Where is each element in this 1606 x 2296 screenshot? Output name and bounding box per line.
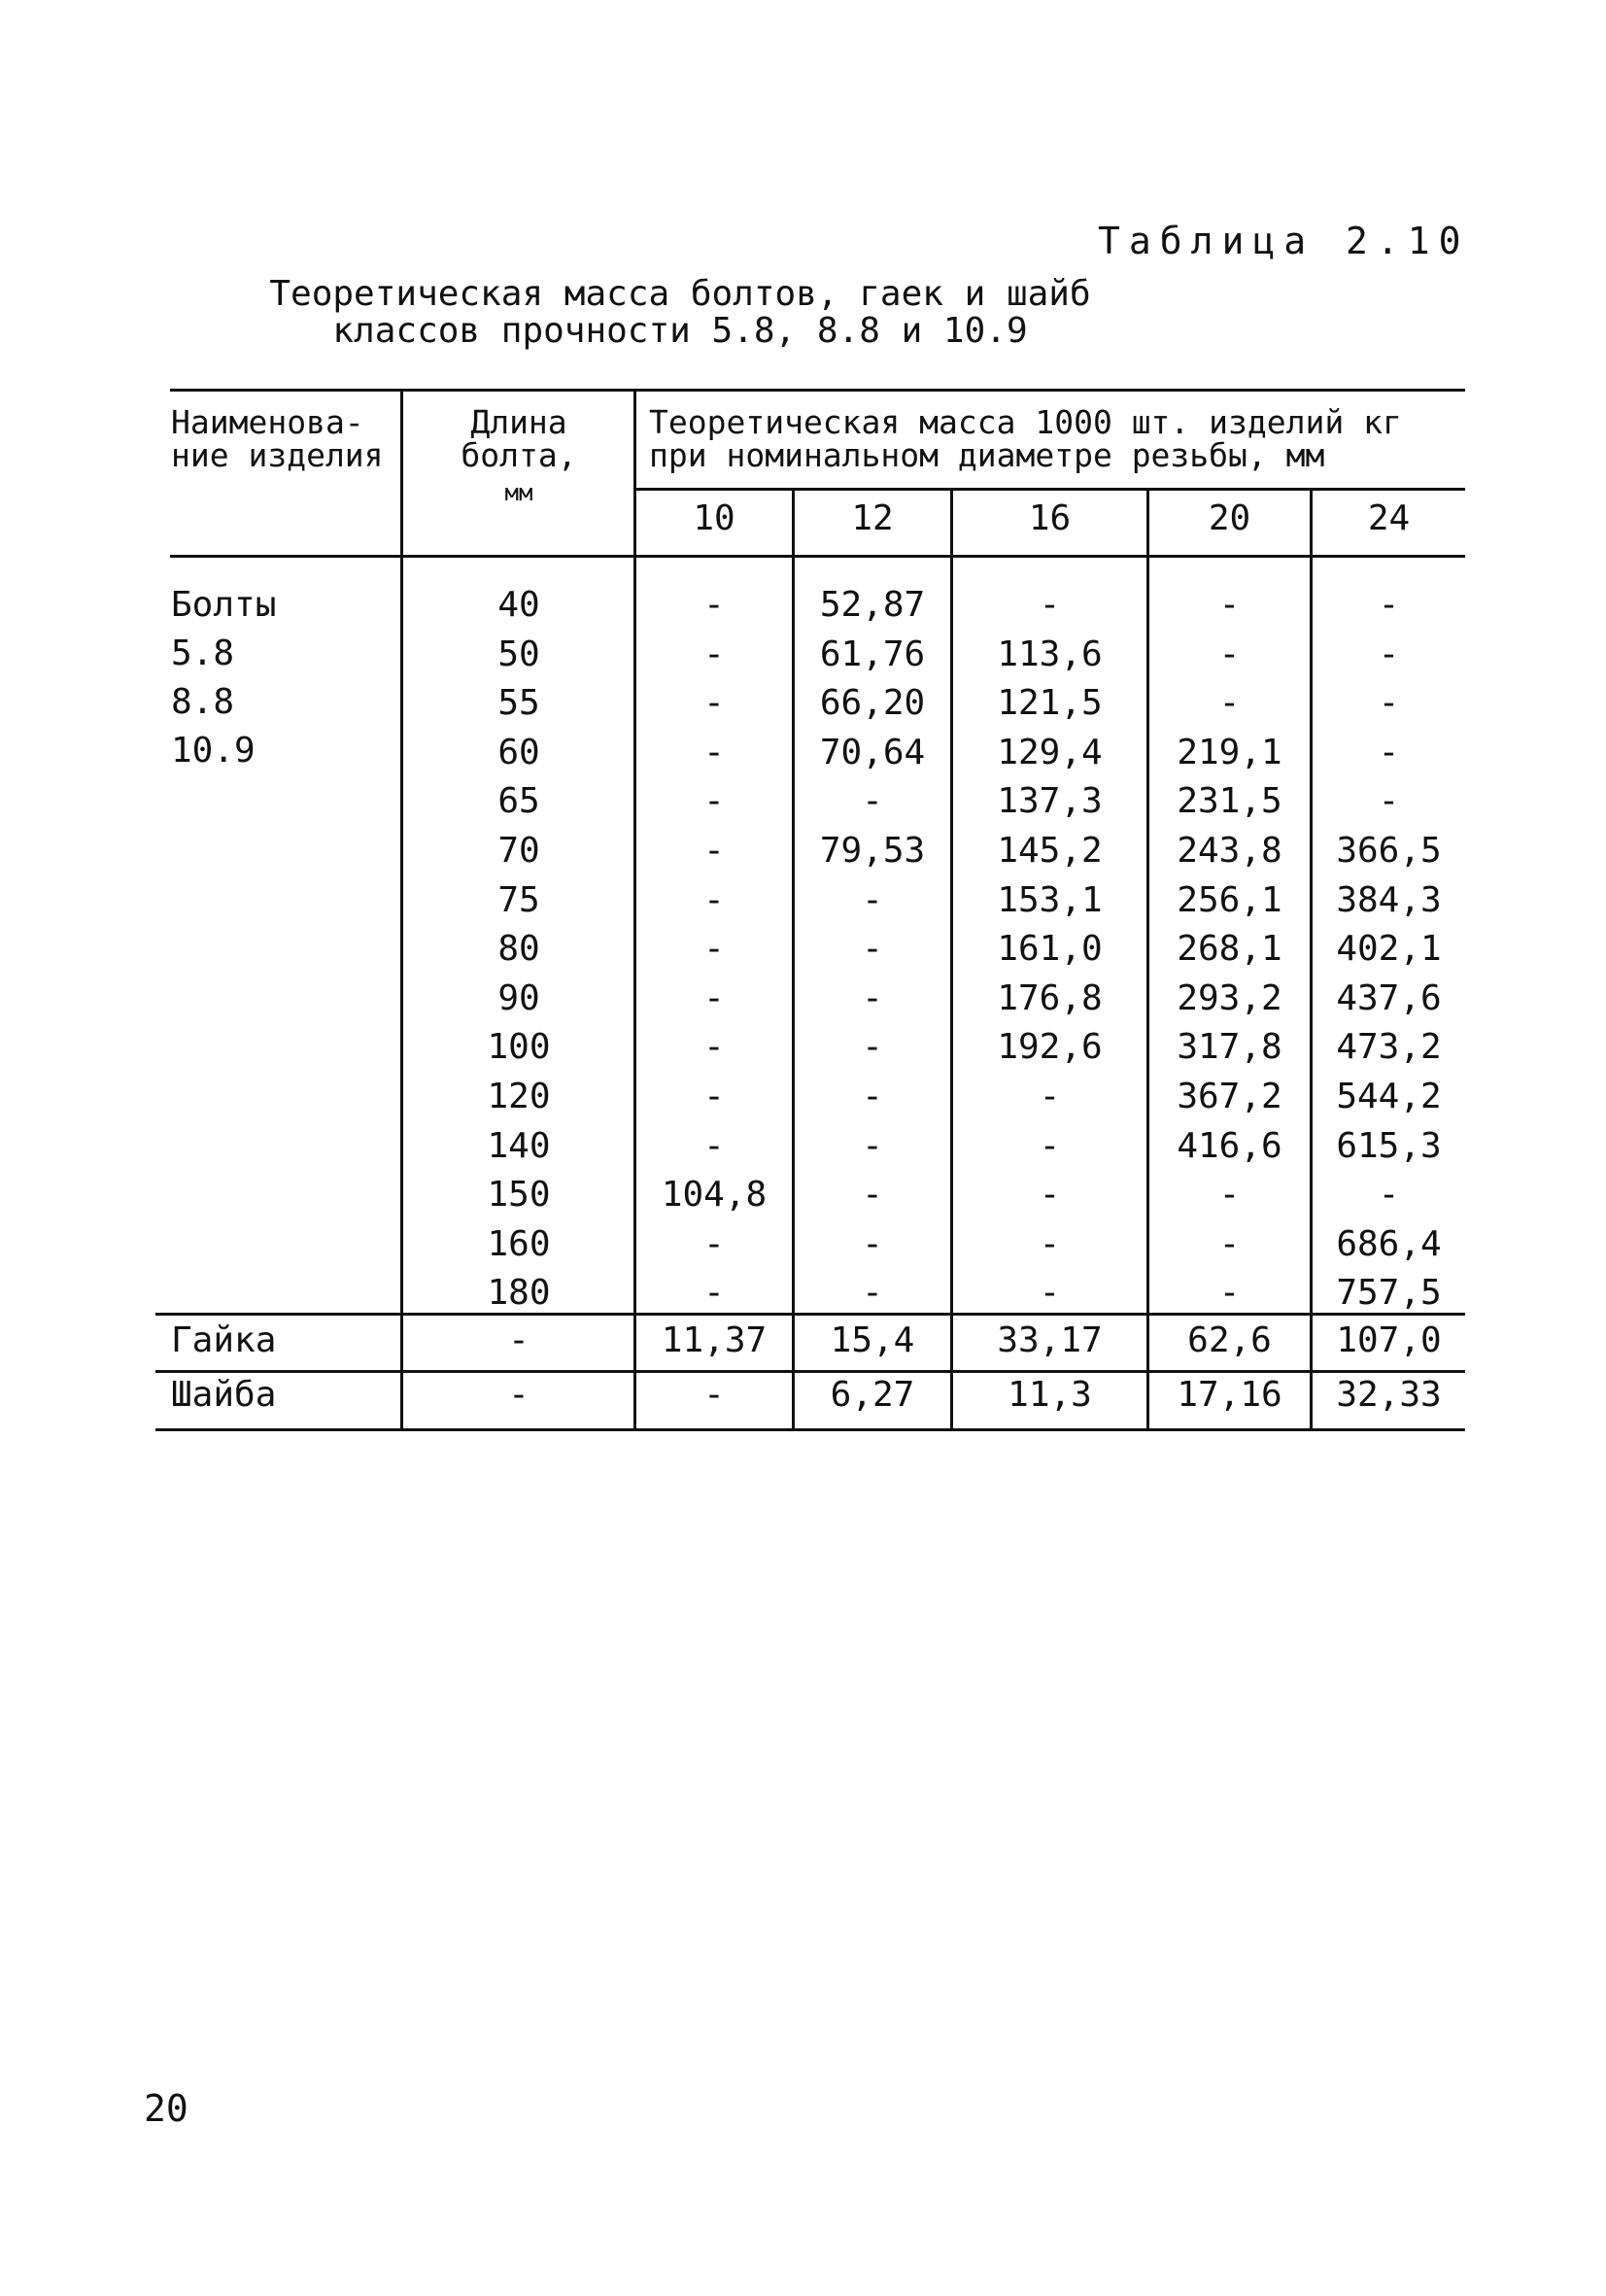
bolt-class: 5.8: [171, 634, 235, 673]
header-name: Наименова- ние изделия: [171, 403, 384, 474]
nut-length: -: [508, 1320, 530, 1360]
value-cell: 61,76: [819, 634, 926, 674]
value-cell: 33,17: [997, 1320, 1103, 1360]
table-top-rule: [170, 389, 1465, 392]
value-cell: 293,2: [1177, 977, 1282, 1018]
value-cell: -: [703, 1375, 725, 1415]
value-cell: -: [862, 1076, 883, 1116]
value-cell: -: [703, 929, 725, 970]
diameter-10: 10: [693, 498, 735, 538]
value-cell: 544,2: [1336, 1076, 1442, 1116]
bolt-length: 55: [497, 683, 540, 724]
value-cell: 129,4: [997, 732, 1103, 772]
bolt-length: 60: [497, 732, 540, 772]
diameter-header-rule: [636, 488, 1465, 491]
nut-name: Гайка: [171, 1320, 277, 1360]
value-cell: -: [862, 1175, 883, 1216]
value-cell: 17,16: [1177, 1375, 1282, 1415]
bolt-length: 160: [487, 1223, 551, 1264]
value-cell: 161,0: [997, 929, 1103, 970]
value-cell: -: [1039, 585, 1061, 625]
value-cell: -: [1218, 585, 1241, 625]
diameter-16: 16: [1028, 498, 1072, 538]
value-cell: -: [1218, 1223, 1241, 1264]
page-number: 20: [144, 2087, 188, 2130]
value-cell: -: [1039, 1175, 1061, 1216]
value-cell: -: [1378, 732, 1400, 772]
value-cell: -: [862, 1125, 883, 1166]
value-cell: 52,87: [819, 585, 926, 625]
value-cell: 62,6: [1187, 1320, 1272, 1360]
value-cell: -: [1378, 585, 1400, 625]
value-cell: 192,6: [997, 1027, 1103, 1068]
value-cell: -: [703, 781, 725, 822]
table-label: Таблица 2.10: [1098, 220, 1470, 262]
value-cell: 153,1: [997, 879, 1103, 920]
value-cell: -: [1378, 781, 1400, 822]
value-cell: 268,1: [1177, 929, 1282, 970]
value-cell: -: [862, 781, 883, 822]
col-d12: [795, 581, 950, 1319]
value-cell: 70,64: [819, 732, 926, 772]
value-cell: 416,6: [1177, 1125, 1282, 1166]
value-cell: 15,4: [830, 1320, 915, 1360]
value-cell: -: [1218, 1273, 1241, 1314]
value-cell: -: [1218, 683, 1241, 724]
value-cell: 121,5: [997, 683, 1103, 724]
table-bottom-rule: [155, 1428, 1465, 1431]
bolt-class: 10.9: [171, 731, 256, 771]
name-length-divider: [400, 389, 403, 1428]
value-cell: -: [703, 732, 725, 772]
washer-length: -: [508, 1375, 530, 1415]
header-length: Длина болта, мм: [461, 403, 577, 506]
diameter-12: 12: [851, 498, 894, 538]
value-cell: 137,3: [997, 781, 1103, 822]
table-title: [253, 276, 1108, 350]
value-cell: -: [703, 1273, 725, 1314]
diameter-24: 24: [1367, 498, 1411, 538]
value-cell: 11,3: [1008, 1375, 1092, 1415]
value-cell: -: [703, 634, 725, 674]
bolt-length: 120: [487, 1076, 551, 1116]
value-cell: 66,20: [819, 683, 926, 724]
value-cell: 686,4: [1336, 1223, 1442, 1264]
value-cell: -: [1218, 1175, 1241, 1216]
value-cell: -: [703, 585, 725, 625]
value-cell: 243,8: [1177, 830, 1282, 871]
washer-name: Шайба: [171, 1375, 277, 1415]
value-cell: -: [703, 977, 725, 1018]
bolt-length: 40: [497, 585, 540, 625]
bolt-label: Болты: [171, 585, 277, 625]
col-d20: [1149, 581, 1310, 1319]
header-mass: Теоретическая масса 1000 шт. изделий кг при номинальном диаметре резьбы, мм: [649, 403, 1402, 474]
col-d24: [1313, 581, 1465, 1319]
value-cell: -: [703, 879, 725, 920]
value-cell: 367,2: [1177, 1076, 1282, 1116]
value-cell: -: [703, 683, 725, 724]
bolt-length: 75: [497, 879, 540, 920]
value-cell: -: [1039, 1273, 1061, 1314]
bolt-length: 50: [497, 634, 540, 674]
bolt-length: 150: [487, 1175, 551, 1216]
value-cell: -: [1378, 1175, 1400, 1216]
value-cell: -: [862, 1223, 883, 1264]
col-d16: [953, 581, 1146, 1319]
value-cell: -: [1039, 1076, 1061, 1116]
value-cell: 256,1: [1177, 879, 1282, 920]
diameter-20: 20: [1208, 498, 1251, 538]
value-cell: 104,8: [661, 1175, 768, 1216]
bolt-length: 65: [497, 781, 540, 822]
col-d10: [636, 581, 792, 1319]
value-cell: -: [1378, 683, 1400, 724]
value-cell: -: [703, 1027, 725, 1068]
bolt-lengths: [404, 581, 633, 1319]
value-cell: -: [1378, 634, 1400, 674]
value-cell: 79,53: [819, 830, 926, 871]
value-cell: 473,2: [1336, 1027, 1442, 1068]
bolt-labels: [171, 581, 276, 775]
value-cell: 231,5: [1177, 781, 1282, 822]
value-cell: -: [703, 1076, 725, 1116]
value-cell: -: [703, 1223, 725, 1264]
value-cell: 402,1: [1336, 929, 1442, 970]
value-cell: 32,33: [1336, 1375, 1442, 1415]
value-cell: 6,27: [830, 1375, 915, 1415]
bolt-length: 80: [497, 929, 540, 970]
value-cell: -: [862, 1273, 883, 1314]
table-title-line-1: Теоретическая масса болтов, гаек и шайб: [269, 274, 1091, 314]
bolt-length: 70: [497, 830, 540, 871]
value-cell: 107,0: [1336, 1320, 1442, 1360]
bolt-length: 180: [487, 1273, 551, 1314]
value-cell: 437,6: [1336, 977, 1442, 1018]
value-cell: -: [862, 1027, 883, 1068]
value-cell: 384,3: [1336, 879, 1442, 920]
bolt-length: 140: [487, 1125, 551, 1166]
value-cell: -: [703, 830, 725, 871]
value-cell: -: [862, 879, 883, 920]
value-cell: 11,37: [661, 1320, 768, 1360]
value-cell: -: [862, 929, 883, 970]
bolt-length: 100: [487, 1027, 551, 1068]
table-title-line-2: классов прочности 5.8, 8.8 и 10.9: [332, 311, 1028, 351]
value-cell: 176,8: [997, 977, 1103, 1018]
value-cell: -: [703, 1125, 725, 1166]
value-cell: 317,8: [1177, 1027, 1282, 1068]
bolt-class: 8.8: [171, 682, 235, 722]
bolt-length: 90: [497, 977, 540, 1018]
value-cell: 757,5: [1336, 1273, 1442, 1314]
header-bottom-rule: [170, 555, 1465, 558]
value-cell: -: [1218, 634, 1241, 674]
value-cell: 219,1: [1177, 732, 1282, 772]
value-cell: 366,5: [1336, 830, 1442, 871]
value-cell: -: [1039, 1125, 1061, 1166]
value-cell: 615,3: [1336, 1125, 1442, 1166]
value-cell: 145,2: [997, 830, 1103, 871]
value-cell: 113,6: [997, 634, 1103, 674]
value-cell: -: [862, 977, 883, 1018]
value-cell: -: [1039, 1223, 1061, 1264]
